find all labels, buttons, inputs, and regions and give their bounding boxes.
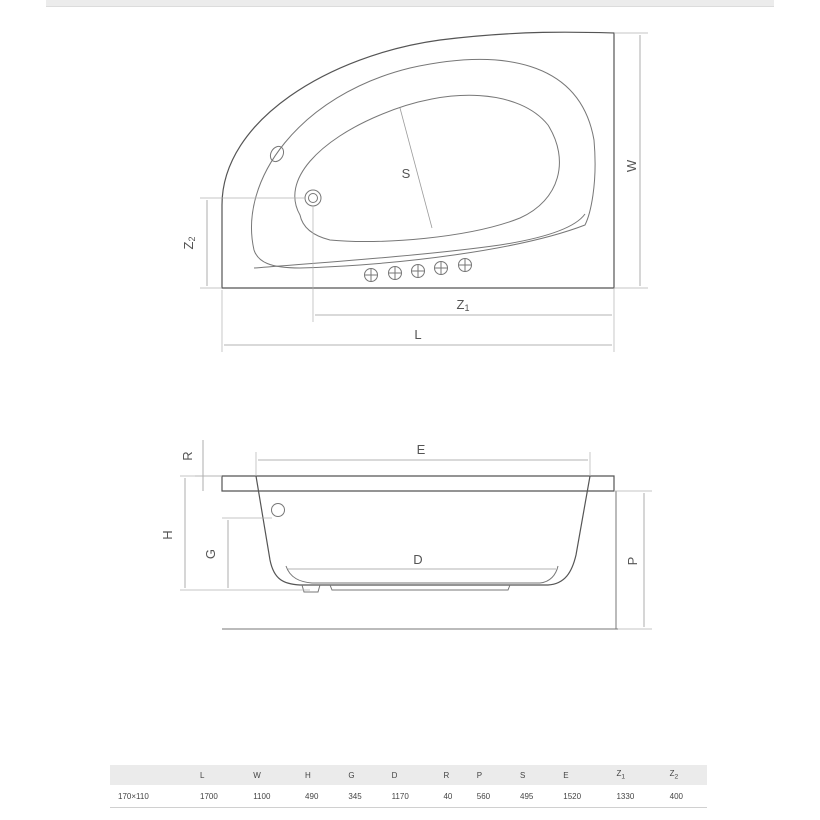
specs-cell: 1170 [386,785,438,808]
tub-foot [330,585,510,590]
specs-header-cell: H [299,765,342,785]
jet-nozzle-icon [364,268,378,282]
specs-cell: 1520 [557,785,610,808]
specs-header-cell: G [342,765,385,785]
specs-cell: 345 [342,785,385,808]
tub-basin [295,95,560,241]
top-view [181,32,648,352]
specs-header-cell: L [194,765,247,785]
specs-cell: 40 [437,785,470,808]
tub-inner-ledge [252,60,596,268]
dimension-label-p: P [625,556,640,566]
dimension-label-e: E [416,442,426,457]
specs-cell: 1330 [610,785,663,808]
dimension-label-w: W [624,159,639,173]
dimension-label-z1: Z1 [456,297,470,313]
drain-inner-icon [309,194,318,203]
specs-cell: 1100 [247,785,299,808]
overflow-hole-icon [272,504,285,517]
specs-header-row [110,765,707,785]
specs-cell: 495 [514,785,557,808]
specs-cell: 560 [471,785,514,808]
dimension-label-h: H [160,530,175,540]
overflow-hole-icon [268,144,286,164]
specs-table [110,765,707,808]
specs-header-cell: D [386,765,438,785]
jet-nozzles [364,258,472,282]
specs-header-cell: $Z_2$ [664,765,707,785]
tub-rim-outline [222,32,614,288]
specs-cell: 1700 [194,785,247,808]
specs-header-cell: W [247,765,299,785]
jet-nozzle-icon [388,266,402,280]
tub-foot [302,585,320,592]
jet-nozzle-icon [434,261,448,275]
dimension-label-s: S [401,166,411,181]
specs-cell: 400 [664,785,707,808]
specs-header-cell: E [557,765,610,785]
dimension-label-g: G [203,548,218,560]
specs-header-cell: $Z_1$ [610,765,663,785]
tub-inner-bottom [286,566,558,583]
table-row [110,785,707,808]
jet-nozzle-icon [411,264,425,278]
specs-cell: 490 [299,785,342,808]
specs-header-cell [110,765,194,785]
dimension-label-d: D [413,552,423,567]
side-view [160,440,652,629]
specs-cell: 170×110 [110,785,194,808]
tub-rim-side [222,476,614,491]
specs-header-cell: R [437,765,470,785]
dimension-label-r: R [180,451,195,461]
specs-header-cell: P [471,765,514,785]
specs-header-cell: S [514,765,557,785]
jet-nozzle-icon [458,258,472,272]
dimension-label-z2: Z2 [181,236,197,250]
drain-icon [305,190,321,206]
dimension-label-l: L [414,327,422,342]
